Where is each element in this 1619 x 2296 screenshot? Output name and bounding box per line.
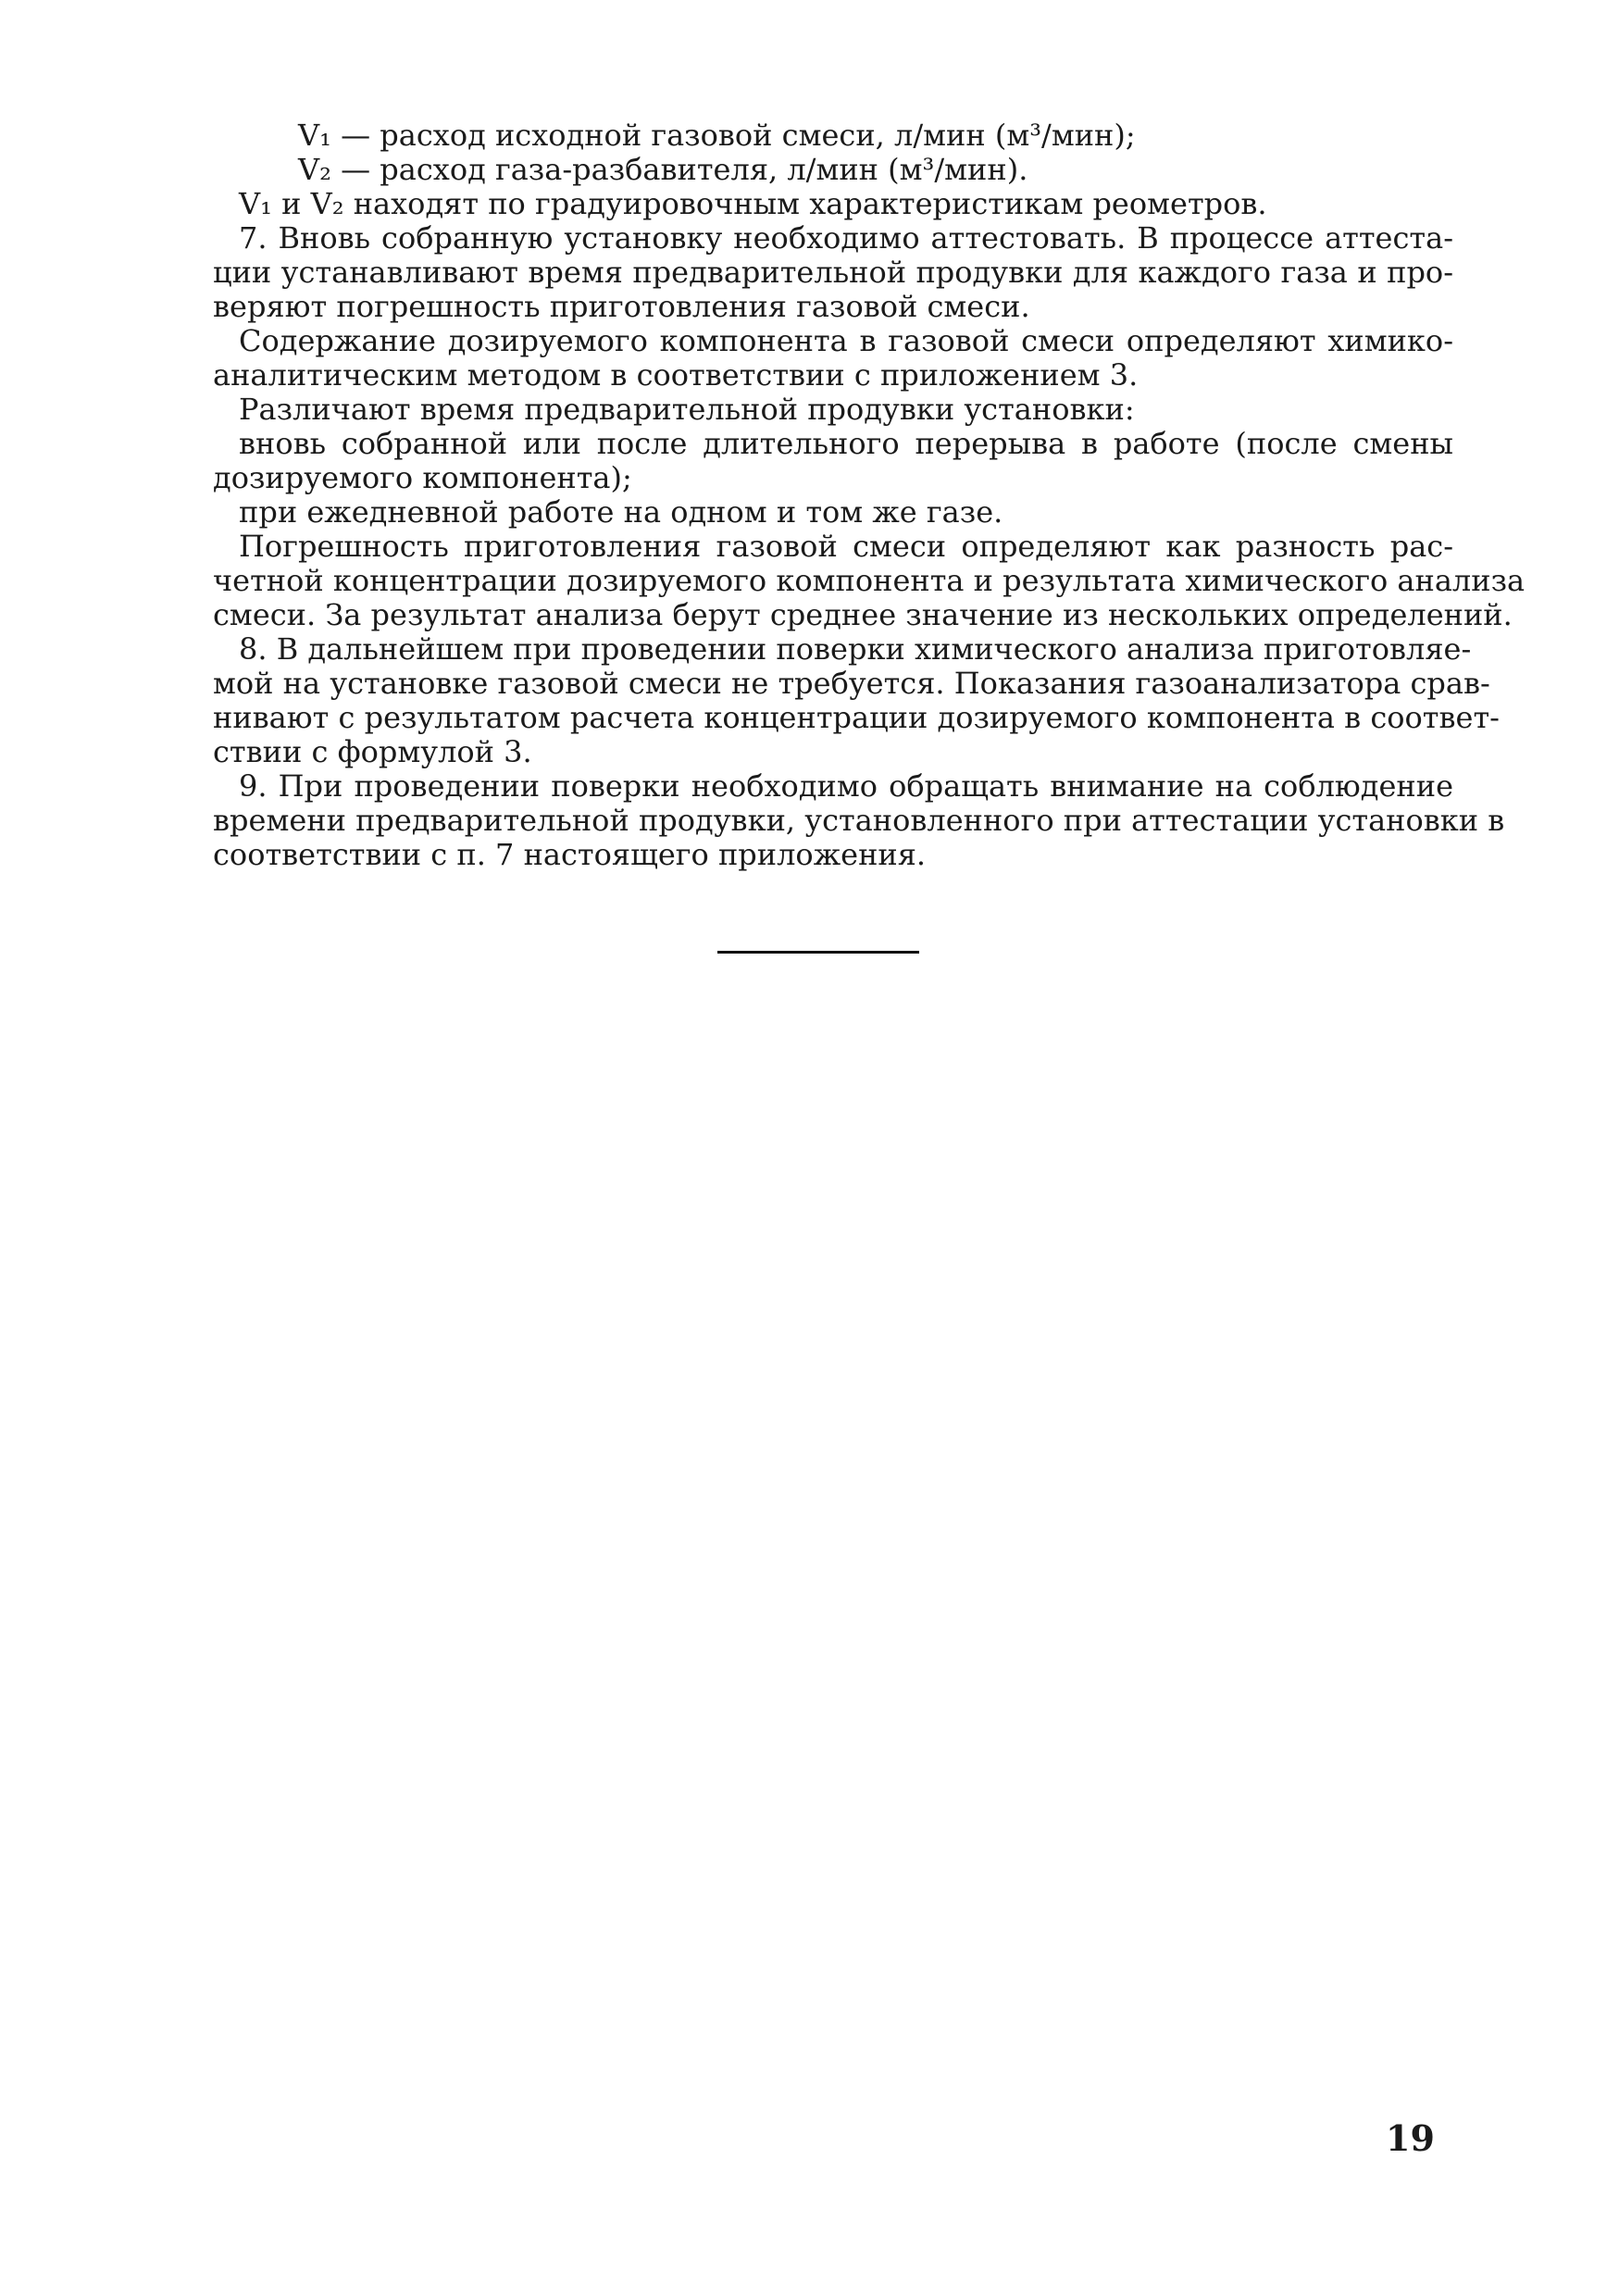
text-line: 8. В дальнейшем при проведении поверки химического анализа приготовляе-	[239, 631, 1472, 667]
text-line: вновь собранной или после длительного перерыва в работе (после смены	[239, 426, 1453, 461]
section-divider	[717, 951, 919, 954]
text-line: 9. При проведении поверки необходимо обращать внимание на соблюдение	[239, 768, 1453, 804]
text-line: V₁ — расход исходной газовой смеси, л/мин (м³/мин);	[298, 118, 1136, 153]
text-line: дозируемого компонента);	[213, 460, 632, 495]
text-line: V₂ — расход газа-разбавителя, л/мин (м³/мин).	[298, 152, 1028, 187]
text-line: нивают с результатом расчета концентрации дозируемого компонента в соответ-	[213, 700, 1500, 735]
text-line: 7. Вновь собранную установку необходимо аттестовать. В процессе аттеста-	[239, 220, 1453, 256]
text-line: ствии с формулой 3.	[213, 734, 532, 769]
text-line: четной концентрации дозируемого компонента и результата химического анализа	[213, 563, 1526, 598]
text-line: Содержание дозируемого компонента в газовой смеси определяют химико-	[239, 323, 1453, 358]
text-line: времени предварительной продувки, установленного при аттестации установки в	[213, 803, 1505, 838]
text-line: мой на установке газовой смеси не требуется. Показания газоанализатора срав-	[213, 666, 1490, 701]
text-line: смеси. За результат анализа берут среднее значение из нескольких определений.	[213, 597, 1513, 632]
text-line: ции устанавливают время предварительной продувки для каждого газа и про-	[213, 255, 1453, 290]
text-line: Погрешность приготовления газовой смеси определяют как разность рас-	[239, 529, 1453, 564]
text-line: аналитическим методом в соответствии с приложением 3.	[213, 357, 1139, 393]
text-line: при ежедневной работе на одном и том же газе.	[239, 494, 1003, 530]
text-line: Различают время предварительной продувки установки:	[239, 392, 1135, 427]
text-line: соответствии с п. 7 настоящего приложения.	[213, 837, 927, 872]
page-number: 19	[1386, 2117, 1435, 2159]
document-body	[213, 118, 1526, 872]
text-line: веряют погрешность приготовления газовой смеси.	[213, 289, 1030, 324]
text-line: V₁ и V₂ находят по градуировочным характеристикам реометров.	[239, 186, 1267, 221]
